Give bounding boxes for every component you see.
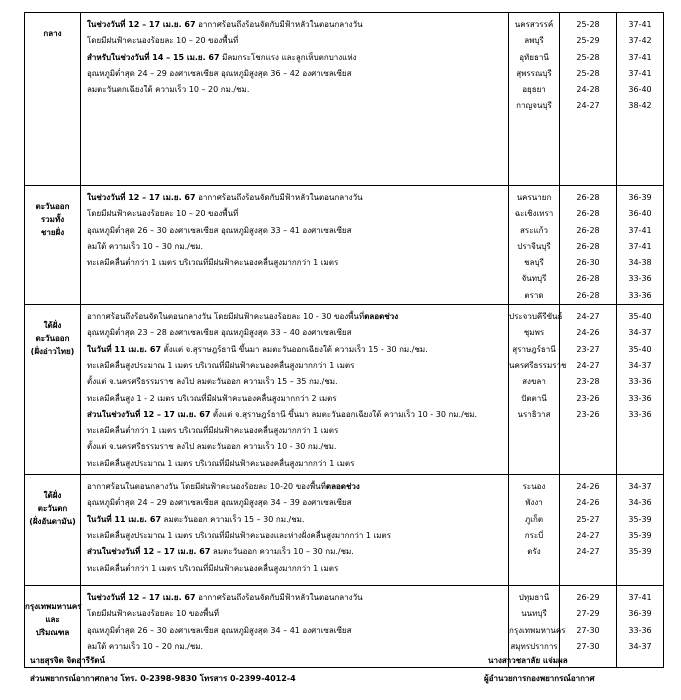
- max-temp: 38-42: [628, 101, 652, 111]
- province: ชุมพร: [523, 328, 545, 338]
- province: ลพบุรี: [524, 36, 544, 46]
- region-name-line: (ฝั่งอ่าวไทย): [30, 347, 75, 357]
- province: ประจวบคีรีขันธ์: [509, 312, 563, 322]
- min-temp: 25-28: [576, 52, 600, 62]
- min-temp: 26-30: [576, 258, 600, 268]
- min-temp: 25-27: [576, 514, 600, 524]
- forecast-line: ในวันที่ 11 เม.ย. 67 ลมตะวันออก ความเร็ว 15 – 30 กม./ชม.: [87, 514, 305, 524]
- province-list: [509, 475, 560, 586]
- min-temp: 24-27: [576, 547, 600, 557]
- province: กระบี่: [524, 530, 544, 540]
- forecast-line: ทะเลมีคลื่นต่ำกว่า 1 เมตร บริเวณที่มีฝนฟ้าคะนองคลื่นสูงมากกว่า 1 เมตร: [87, 426, 339, 436]
- region-name-line: ชายฝั่ง: [40, 228, 65, 237]
- max-temp: 33-36: [628, 409, 652, 419]
- forecaster-block: [30, 652, 296, 688]
- province: จันทบุรี: [521, 274, 547, 284]
- region-name: [25, 13, 81, 186]
- forecast-line: อุณหภูมิต่ำสุด 26 – 30 องศาเซลเซียส อุณหภูมิสูงสุด 33 – 41 องศาเซลเซียส: [87, 225, 352, 235]
- region-name-line: ตะวันออก: [35, 202, 70, 211]
- province: ปราจีนบุรี: [517, 241, 551, 251]
- min-temp-list: [560, 305, 617, 475]
- forecast-text: [81, 186, 509, 305]
- min-temp-list: [560, 186, 617, 305]
- province: สุพรรณบุรี: [516, 68, 552, 78]
- region-name-line: ใต้ฝั่ง: [43, 491, 62, 501]
- forecast-text: [81, 475, 509, 586]
- province: นนทบุรี: [521, 609, 547, 619]
- province: ปัตตานี: [521, 393, 547, 403]
- province: ตรัง: [527, 547, 541, 557]
- max-temp: 35-39: [628, 547, 652, 557]
- forecast-line: ลมใต้ ความเร็ว 10 – 30 กม./ชม.: [87, 241, 204, 251]
- region-name-line: กรุงเทพมหานคร: [25, 602, 82, 612]
- forecast-table: [24, 12, 664, 668]
- min-temp: 27-30: [576, 641, 600, 651]
- max-temp: 34-36: [628, 498, 652, 508]
- min-temp: 24-27: [576, 101, 600, 111]
- max-temp: 37-41: [628, 225, 652, 235]
- min-temp: 24-27: [576, 530, 600, 540]
- region-row: [25, 305, 664, 475]
- region-name-line: ตะวันตก: [37, 504, 68, 514]
- province: นราธิวาส: [517, 409, 551, 419]
- max-temp: 33-36: [628, 393, 652, 403]
- max-temp-list: [617, 305, 664, 475]
- min-temp: 26-28: [576, 209, 600, 219]
- province: นครศรีธรรมราช: [509, 360, 567, 370]
- forecast-line: โดยมีฝนฟ้าคะนองร้อยละ 10 – 20 ของพื้นที่: [87, 209, 239, 219]
- province: ชลบุรี: [524, 258, 544, 268]
- min-temp: 23-28: [576, 377, 600, 387]
- max-temp: 37-41: [628, 593, 652, 603]
- forecast-line: ในช่วงวันที่ 12 – 17 เม.ย. 67 อากาศร้อนถึงร้อนจัดกับมีฟ้าหลัวในตอนกลางวัน: [87, 593, 363, 603]
- province: นครนายก: [516, 193, 552, 202]
- province: ภูเก็ต: [524, 514, 544, 524]
- min-temp: 24-28: [576, 85, 600, 95]
- min-temp: 26-28: [576, 225, 600, 235]
- province: กรุงเทพมหานคร: [509, 625, 566, 635]
- province-list: [509, 186, 560, 305]
- region-name-line: และ: [45, 615, 60, 625]
- min-temp: 23-26: [576, 409, 600, 419]
- forecast-line: ส่วนในช่วงวันที่ 12 – 17 เม.ย. 67 ตั้งแต่ จ.สุราษฎร์ธานี ขึ้นมา ลมตะวันออกเฉียงใต้ ความเร็ว 10 - 30 กม./ชม.: [87, 409, 478, 419]
- max-temp: 33-36: [628, 274, 652, 284]
- region-name: [25, 475, 81, 586]
- forecast-line: ตั้งแต่ จ.นครศรีธรรมราช ลงไป ลมตะวันออก ความเร็ว 10 - 30 กม./ชม.: [87, 442, 337, 452]
- forecast-line: อุณหภูมิต่ำสุด 24 – 29 องศาเซลเซียส อุณหภูมิสูงสุด 36 – 42 องศาเซลเซียส: [87, 68, 352, 78]
- forecast-line: ในวันที่ 11 เม.ย. 67 ตั้งแต่ จ.สุราษฎร์ธานี ขึ้นมา ลมตะวันออกเฉียงใต้ ความเร็ว 15 - 30 กม./ชม.: [87, 344, 428, 354]
- forecast-line: อุณหภูมิต่ำสุด 24 – 29 องศาเซลเซียส อุณหภูมิสูงสุด 34 – 39 องศาเซลเซียส: [87, 498, 352, 508]
- min-temp: 23-26: [576, 393, 600, 403]
- region-name-line: รวมทั้ง: [40, 215, 65, 224]
- max-temp: 37-41: [628, 52, 652, 62]
- forecast-line: ทะเลมีคลื่นสูง 1 - 2 เมตร บริเวณที่มีฝนฟ้าคะนองคลื่นสูงมากกว่า 2 เมตร: [87, 393, 337, 403]
- forecast-line: อุณหภูมิต่ำสุด 26 – 30 องศาเซลเซียส อุณหภูมิสูงสุด 34 – 41 องศาเซลเซียส: [87, 625, 352, 635]
- min-temp: 26-28: [576, 290, 600, 300]
- max-temp: 34-37: [628, 328, 652, 338]
- forecast-line: โดยมีฝนฟ้าคะนองร้อยละ 10 – 20 ของพื้นที่: [87, 36, 239, 46]
- min-temp: 24-26: [576, 482, 600, 492]
- forecast-line: ส่วนในช่วงวันที่ 12 – 17 เม.ย. 67 ลมตะวันออก ความเร็ว 10 – 30 กม./ชม.: [87, 547, 354, 557]
- forecast-line: ตั้งแต่ จ.นครศรีธรรมราช ลงไป ลมตะวันออก ความเร็ว 15 – 35 กม./ชม.: [87, 377, 338, 387]
- max-temp: 34-37: [628, 641, 652, 651]
- forecast-line: ทะเลมีคลื่นต่ำกว่า 1 เมตร บริเวณที่มีฝนฟ้าคะนองคลื่นสูงมากกว่า 1 เมตร: [87, 563, 339, 573]
- max-temp: 37-41: [628, 241, 652, 251]
- min-temp: 26-28: [576, 241, 600, 251]
- min-temp: 23-27: [576, 344, 600, 354]
- forecast-line: ในช่วงวันที่ 12 – 17 เม.ย. 67 อากาศร้อนถึงร้อนจัดกับมีฟ้าหลัวในตอนกลางวัน: [87, 193, 363, 202]
- forecast-line: อากาศร้อนถึงร้อนจัดในตอนกลางวัน โดยมีฝนฟ้าคะนองร้อยละ 10 - 30 ของพื้นที่ตลอดช่วง: [87, 312, 399, 322]
- province: ฉะเชิงเทรา: [514, 209, 554, 219]
- min-temp: 24-27: [576, 312, 600, 322]
- province: อยุธยา: [522, 85, 546, 95]
- min-temp: 25-28: [576, 68, 600, 78]
- region-name-line: กลาง: [43, 29, 62, 38]
- max-temp: 36-40: [628, 85, 652, 95]
- province: สมุทรปราการ: [510, 641, 558, 651]
- max-temp-list: [617, 186, 664, 305]
- region-name-line: ใต้ฝั่ง: [43, 321, 62, 331]
- max-temp: 33-36: [628, 625, 652, 635]
- director-title: ผู้อำนวยการกองพยากรณ์อากาศ: [484, 674, 595, 683]
- max-temp-list: [617, 13, 664, 186]
- max-temp: 34-37: [628, 482, 652, 492]
- province: ปทุมธานี: [518, 593, 550, 603]
- province: ระนอง: [522, 482, 546, 492]
- region-name-line: ปริมณฑล: [35, 628, 70, 638]
- min-temp: 27-30: [576, 625, 600, 635]
- province: สระแก้ว: [520, 225, 548, 235]
- region-row: [25, 13, 664, 186]
- province: พังงา: [525, 498, 543, 508]
- min-temp: 25-29: [576, 36, 600, 46]
- min-temp-list: [560, 13, 617, 186]
- forecaster-name: นายสุรจิต จิตอารีรัตน์: [30, 656, 105, 665]
- region-row: [25, 186, 664, 305]
- forecast-line: ลมใต้ ความเร็ว 10 – 20 กม./ชม.: [87, 641, 204, 651]
- forecast-line: อุณหภูมิต่ำสุด 23 – 28 องศาเซลเซียส อุณหภูมิสูงสุด 33 – 40 องศาเซลเซียส: [87, 328, 352, 338]
- min-temp: 25-28: [576, 20, 600, 29]
- forecaster-contact: ส่วนพยากรณ์อากาศกลาง โทร. 0-2398-9830 โทรสาร 0-2399-4012-4: [30, 674, 296, 683]
- director-block: [484, 652, 595, 688]
- forecast-text: [81, 305, 509, 475]
- max-temp: 37-41: [628, 68, 652, 78]
- region-name: [25, 305, 81, 475]
- forecast-line: ทะเลมีคลื่นสูงประมาณ 1 เมตร บริเวณที่มีฝนฟ้าคะนองคลื่นสูงมากกว่า 1 เมตร: [87, 360, 355, 370]
- min-temp: 27-29: [576, 609, 600, 619]
- max-temp: 35-39: [628, 514, 652, 524]
- forecast-line: ลมตะวันตกเฉียงใต้ ความเร็ว 10 – 20 กม./ชม.: [87, 85, 250, 95]
- max-temp: 35-39: [628, 530, 652, 540]
- min-temp: 26-28: [576, 274, 600, 284]
- min-temp: 26-28: [576, 193, 600, 202]
- max-temp: 33-36: [628, 290, 652, 300]
- max-temp: 35-40: [628, 312, 652, 322]
- region-name-line: (ฝั่งอันดามัน): [29, 517, 76, 527]
- director-name: นางสาวชลาลัย แจ่มผล: [488, 656, 568, 665]
- max-temp: 36-39: [628, 193, 652, 202]
- forecast-line: ทะเลมีคลื่นสูงประมาณ 1 เมตร บริเวณที่มีฝนฟ้าคะนองและห่างฝั่งคลื่นสูงมากกว่า 1 เมตร: [87, 530, 392, 540]
- province: นครสวรรค์: [514, 20, 554, 29]
- region-name-line: ตะวันออก: [35, 334, 70, 344]
- forecast-line: ทะเลมีคลื่นสูงประมาณ 1 เมตร บริเวณที่มีฝนฟ้าคะนองคลื่นสูงมากกว่า 1 เมตร: [87, 458, 355, 468]
- forecast-line: โดยมีฝนฟ้าคะนองร้อยละ 10 ของพื้นที่: [87, 609, 220, 619]
- max-temp-list: [617, 475, 664, 586]
- province: ตราด: [524, 290, 544, 300]
- province-list: [509, 305, 567, 475]
- max-temp: 37-41: [628, 20, 652, 29]
- max-temp: 33-36: [628, 377, 652, 387]
- max-temp: 36-40: [628, 209, 652, 219]
- max-temp: 37-42: [628, 36, 652, 46]
- region-name: [25, 186, 81, 305]
- province: สุราษฎร์ธานี: [512, 344, 556, 354]
- region-row: [25, 475, 664, 586]
- min-temp: 24-26: [576, 328, 600, 338]
- forecast-line: ทะเลมีคลื่นต่ำกว่า 1 เมตร บริเวณที่มีฝนฟ้าคะนองคลื่นสูงมากกว่า 1 เมตร: [87, 258, 339, 268]
- province-list: [509, 13, 560, 186]
- max-temp: 34-38: [628, 258, 652, 268]
- forecast-line: สำหรับในช่วงวันที่ 14 – 15 เม.ย. 67 มีลมกระโชกแรง และลูกเห็บตกบางแห่ง: [87, 52, 357, 62]
- forecast-text: [81, 13, 509, 186]
- min-temp-list: [560, 475, 617, 586]
- province: อุทัยธานี: [519, 52, 549, 62]
- province: สงขลา: [522, 377, 546, 387]
- province: กาญจนบุรี: [516, 101, 552, 111]
- min-temp: 24-26: [576, 498, 600, 508]
- max-temp: 35-40: [628, 344, 652, 354]
- forecast-line: อากาศร้อนในตอนกลางวัน โดยมีฝนฟ้าคะนองร้อยละ 10-20 ของพื้นที่ตลอดช่วง: [87, 482, 360, 492]
- forecast-line: ในช่วงวันที่ 12 – 17 เม.ย. 67 อากาศร้อนถึงร้อนจัดกับมีฟ้าหลัวในตอนกลางวัน: [87, 20, 363, 29]
- max-temp: 34-37: [628, 360, 652, 370]
- min-temp: 24-27: [576, 360, 600, 370]
- min-temp: 26-29: [576, 593, 600, 603]
- max-temp: 36-39: [628, 609, 652, 619]
- signature-footer: [24, 652, 663, 692]
